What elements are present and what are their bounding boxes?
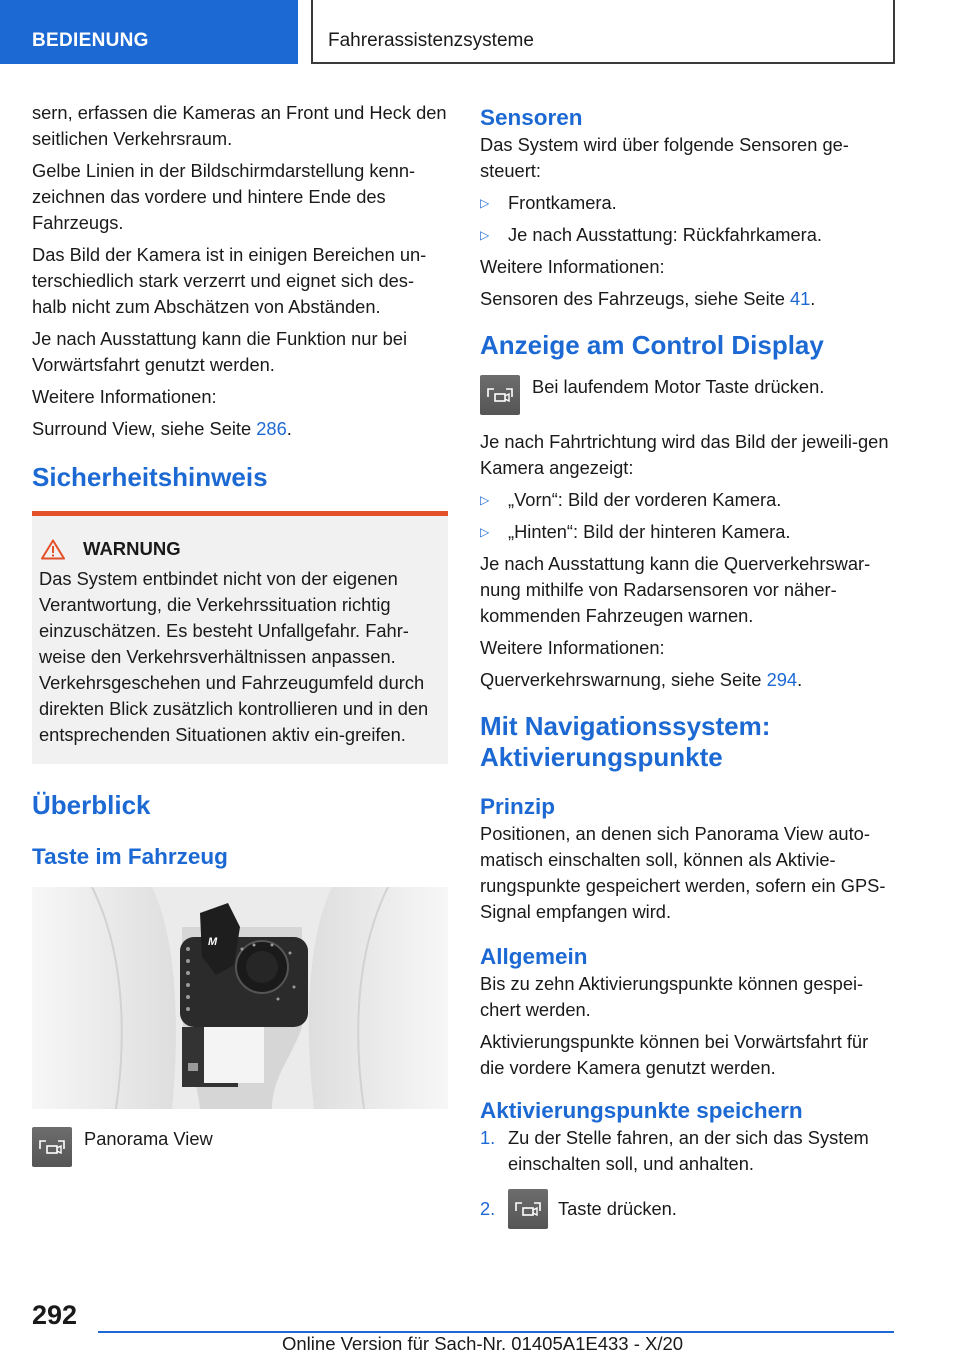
numbered-step bbox=[480, 1125, 890, 1177]
subsection-heading: Prinzip bbox=[480, 794, 556, 819]
page-link[interactable]: 41 bbox=[789, 288, 811, 309]
instruction-text: Bei laufendem Motor Taste drücken. bbox=[532, 376, 825, 397]
paragraph: Das System wird über folgende Sensoren ge-steuert: bbox=[480, 134, 849, 181]
warning-icon bbox=[41, 539, 65, 560]
step-text: Zu der Stelle fahren, an der sich das System einschalten soll, und anhalten. bbox=[508, 1127, 869, 1174]
page-link[interactable]: 294 bbox=[766, 669, 798, 690]
header-section-label: BEDIENUNG bbox=[0, 0, 298, 64]
left-column bbox=[32, 100, 448, 1167]
list-item: ▷ Frontkamera. bbox=[480, 190, 890, 216]
center-console-illustration bbox=[32, 887, 448, 1109]
page-number: 292 bbox=[32, 1300, 78, 1330]
bullet-triangle-icon: ▷ bbox=[480, 493, 490, 507]
list-item: ▷ „Hinten“: Bild der hinteren Kamera. bbox=[480, 519, 890, 545]
paragraph: Aktivierungspunkte können bei Vorwärtsfahrt für die vordere Kamera genutzt werden. bbox=[480, 1031, 869, 1078]
paragraph: Das Bild der Kamera ist in einigen Bereichen un-terschiedlich stark verzerrt und eignet sich des-halb nicht zum Abschätzen von Abständen. bbox=[32, 244, 427, 317]
paragraph: Bis zu zehn Aktivierungspunkte können gespei-chert werden. bbox=[480, 973, 864, 1020]
reference-text: Surround View, siehe Seite bbox=[32, 418, 257, 439]
section-heading: Überblick bbox=[32, 790, 151, 820]
bullet-triangle-icon: ▷ bbox=[480, 196, 490, 210]
list-item: ▷ Je nach Ausstattung: Rückfahrkamera. bbox=[480, 222, 890, 248]
header-chapter-title: Fahrerassistenzsysteme bbox=[311, 0, 895, 64]
reference-end: . bbox=[286, 418, 292, 439]
warning-title: WARNUNG bbox=[83, 538, 181, 559]
page-header bbox=[0, 0, 960, 66]
section-heading: Sicherheitshinweis bbox=[32, 462, 268, 492]
paragraph: Je nach Ausstattung kann die Funktion nur bei Vorwärtsfahrt genutzt werden. bbox=[32, 328, 408, 375]
panorama-view-button-icon bbox=[480, 375, 520, 415]
paragraph: Je nach Fahrtrichtung wird das Bild der jeweili-gen Kamera angezeigt: bbox=[480, 431, 889, 478]
paragraph: Je nach Ausstattung kann die Querverkehrswar-nung mithilfe von Radarsensoren vor näher-kommenden Fahrzeugen warnen. bbox=[480, 553, 871, 626]
button-label: Panorama View bbox=[84, 1128, 213, 1149]
paragraph: Positionen, an denen sich Panorama View auto-matisch einschalten soll, können als Aktivie-rungspunkte gespeichert werden, sofern ein GPS-Signal empfangen wird. bbox=[480, 823, 886, 922]
step-text: Taste drücken. bbox=[558, 1198, 677, 1219]
warning-text: Das System entbindet nicht von der eigenen Verantwortung, die Verkehrssituation richtig einzuschätzen. Es besteht Unfallgefahr. Fahr-weise den Verkehrsverhältnissen anpassen. Verkehrsgeschehen und Fahrzeugumfeld durch direkten Blick zusätzlich kontrollieren und in den entsprechenden Situationen aktiv ein-greifen. bbox=[39, 568, 429, 745]
list-item: ▷ „Vorn“: Bild der vorderen Kamera. bbox=[480, 487, 890, 513]
gear-selector-logo: M bbox=[208, 936, 218, 948]
cross-reference: Sensoren des Fahrzeugs, siehe Seite 41. bbox=[480, 288, 816, 309]
paragraph: Weitere Informationen: bbox=[480, 256, 665, 277]
section-heading: Mit Navigationssystem: Aktivierungspunkte bbox=[480, 711, 771, 772]
subsection-heading: Sensoren bbox=[480, 105, 583, 130]
panorama-view-button-icon bbox=[508, 1189, 548, 1229]
cross-reference bbox=[32, 416, 448, 442]
subsection-heading: Allgemein bbox=[480, 944, 588, 969]
bullet-triangle-icon: ▷ bbox=[480, 228, 490, 242]
paragraph: Gelbe Linien in der Bildschirmdarstellung kenn-zeichnen das vordere und hintere Ende des Fahrzeugs. bbox=[32, 160, 416, 233]
page-link[interactable]: 286 bbox=[256, 418, 287, 439]
section-heading: Anzeige am Control Display bbox=[480, 330, 824, 360]
numbered-step bbox=[480, 1189, 890, 1229]
cross-reference: Querverkehrswarnung, siehe Seite 294. bbox=[480, 669, 803, 690]
step-number: 1. bbox=[480, 1127, 496, 1148]
step-number: 2. bbox=[480, 1198, 496, 1219]
paragraph: Weitere Informationen: bbox=[480, 637, 665, 658]
footer-text: Online Version für Sach-Nr. 01405A1E433 - X/20 bbox=[282, 1333, 684, 1354]
center-console-photo bbox=[32, 887, 448, 1109]
right-column bbox=[480, 100, 890, 1235]
subsection-heading: Aktivierungspunkte speichern bbox=[480, 1098, 803, 1123]
warning-box bbox=[32, 511, 448, 764]
subsection-heading: Taste im Fahrzeug bbox=[32, 844, 228, 869]
paragraph: sern, erfassen die Kameras an Front und Heck den seitlichen Verkehrsraum. bbox=[32, 102, 447, 149]
panorama-view-button-icon bbox=[32, 1127, 72, 1167]
bullet-triangle-icon: ▷ bbox=[480, 525, 490, 539]
paragraph: Weitere Informationen: bbox=[32, 386, 217, 407]
